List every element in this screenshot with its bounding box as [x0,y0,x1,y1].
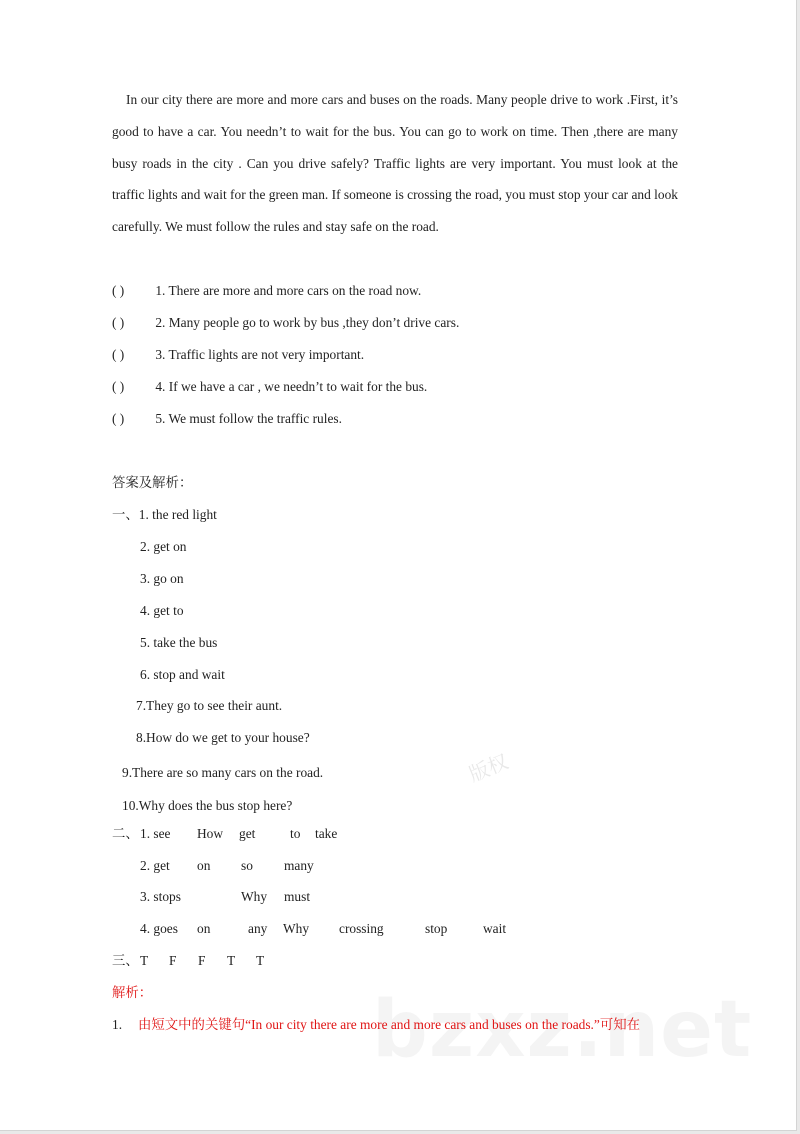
word-answer: on [197,921,211,936]
tf-answer: T [140,953,149,968]
question-text: 5. We must follow the traffic rules. [155,411,342,426]
answer-item: 7.They go to see their aunt. [136,698,283,713]
section-2-row-1 [112,825,337,843]
word-answer: 1. see [140,826,171,841]
word-answer: crossing [339,921,384,936]
word-answer: to [290,826,301,841]
word-answer: wait [483,921,507,936]
word-answer: 3. stops [140,889,181,904]
word-answer: so [241,858,253,873]
answer-item: 5. take the bus [140,635,218,650]
answer-bracket: ( ) [112,379,125,394]
answer-bracket: ( ) [112,315,125,330]
word-answer: How [197,826,224,841]
word-answer: Why [283,921,310,936]
question-1 [112,282,421,300]
section-2-row-4 [140,920,506,938]
word-answer: Why [241,889,268,904]
answer-bracket: ( ) [112,347,125,362]
question-2 [112,314,459,332]
faint-stamp: 版权 [465,749,512,787]
analysis-item-text: 由短文中的关键句“In our city there are more and more cars and buses on the roads.”可知在 [138,1017,641,1032]
word-answer: 4. goes [140,921,178,936]
answer-bracket: ( ) [112,411,125,426]
question-5 [112,410,342,428]
question-4 [112,378,427,396]
answer-item: 9.There are so many cars on the road. [122,765,324,780]
section-1-label: 一、 [112,507,139,522]
answer-item: 4. get to [140,603,184,618]
reading-passage: In our city there are more and more cars and buses on the roads. Many people drive to work .First, it’s good to have a car. You needn’t to wait for the bus. You can go to work on time. Then ,there are many busy roads in the city . Can you drive safely? Traffic lights are very important. You must look at the traffic lights and wait for the green man. If someone is crossing the road, you must stop your car and look carefully. We must follow the rules and stay safe on the road. [112,92,678,235]
answer-item: 6. stop and wait [140,667,225,682]
analysis-item-1 [112,1016,640,1034]
answer-bracket: ( ) [112,283,125,298]
answer-item: 1. the red light [138,507,217,522]
tf-answer: F [198,953,206,968]
section-3-row [112,952,264,970]
tf-answer: T [256,953,265,968]
tf-answer: T [227,953,236,968]
word-answer: take [315,826,338,841]
word-answer: get [239,826,256,841]
analysis-heading: 解析： [112,985,153,1000]
answer-item: 10.Why does the bus stop here? [122,798,293,813]
tf-answer: F [169,953,177,968]
section-2-row-2 [140,857,314,875]
section-2-row-3 [140,888,310,906]
word-answer: any [248,921,268,936]
word-answer: stop [425,921,448,936]
word-answer: on [197,858,211,873]
word-answer: 2. get [140,858,170,873]
section-1-first-line [112,506,217,524]
answers-heading: 答案及解析： [112,475,193,490]
section-3-label: 三、 [112,953,139,968]
answer-item: 2. get on [140,539,187,554]
question-text: 4. If we have a car , we needn’t to wait for the bus. [155,379,428,394]
answer-item: 3. go on [140,571,184,586]
question-text: 1. There are more and more cars on the road now. [155,283,422,298]
word-answer: many [284,858,314,873]
section-2-label: 二、 [112,826,139,841]
analysis-item-number: 1. [112,1017,123,1032]
question-text: 2. Many people go to work by bus ,they don’t drive cars. [155,315,460,330]
word-answer: must [284,889,311,904]
question-3 [112,346,364,364]
answer-item: 8.How do we get to your house? [136,730,310,745]
question-text: 3. Traffic lights are not very important. [155,347,365,362]
